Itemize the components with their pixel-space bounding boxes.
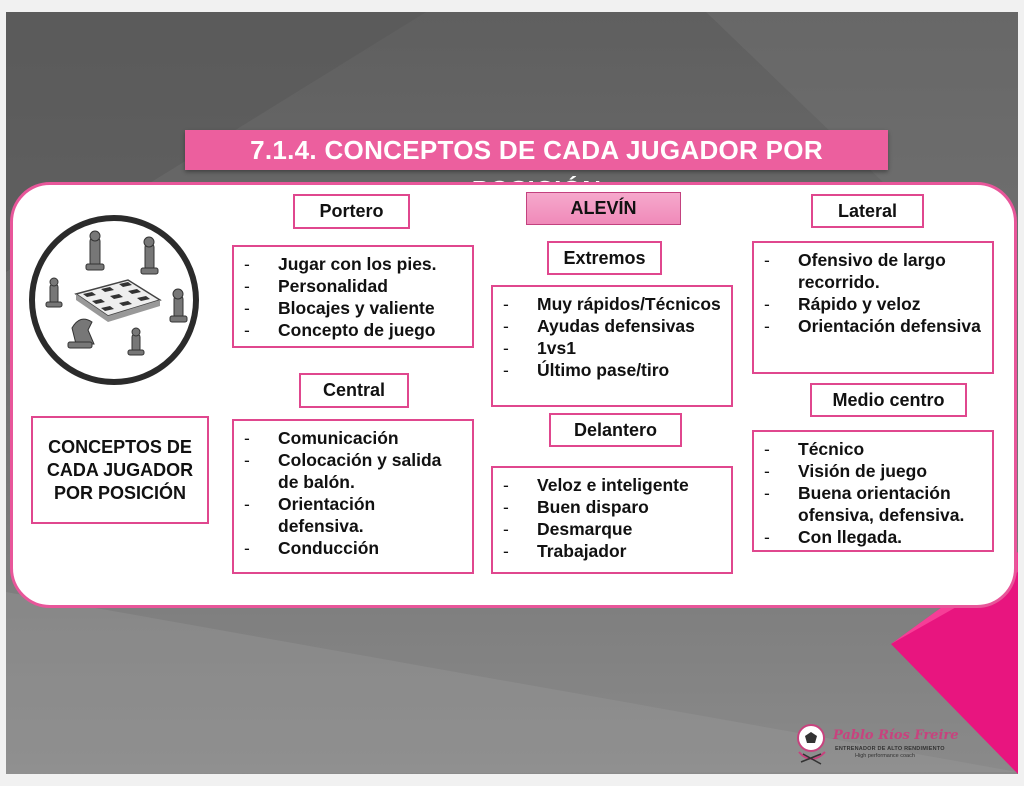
bullet-dash: -	[244, 428, 250, 448]
list-item-text: Último pase/tiro	[537, 360, 670, 380]
concepts-label-box: CONCEPTOS DE CADA JUGADOR POR POSICIÓN	[31, 416, 209, 524]
list-item-text: Concepto de juego	[278, 320, 436, 340]
bullet-dash: -	[244, 298, 250, 318]
list-item-text: Visión de juego	[798, 461, 928, 481]
list-item	[762, 293, 984, 315]
bullet-dash: -	[503, 541, 509, 561]
list-item	[762, 438, 984, 460]
bullet-dash: -	[244, 320, 250, 340]
delantero-title: Delantero	[549, 413, 682, 447]
list-item	[501, 496, 723, 518]
list-item	[762, 249, 984, 293]
list-item-text: Buen disparo	[537, 497, 649, 517]
list-item-text: Comunicación	[278, 428, 399, 448]
list-item	[242, 427, 464, 449]
extremos-title: Extremos	[547, 241, 662, 275]
list-item	[242, 319, 464, 341]
list-item-text: Rápido y veloz	[798, 294, 921, 314]
bullet-dash: -	[244, 450, 250, 470]
list-item-text: Ayudas defensivas	[537, 316, 695, 336]
list-item-text: Desmarque	[537, 519, 633, 539]
list-item-text: Conducción	[278, 538, 380, 558]
bullet-dash: -	[503, 519, 509, 539]
central-title: Central	[299, 373, 409, 408]
list-item	[762, 482, 984, 526]
bullet-dash: -	[764, 461, 770, 481]
list-item-text: 1vs1	[537, 338, 576, 358]
logo-name: Pablo Ríos Freire	[833, 728, 959, 743]
list-item-text: Blocajes y valiente	[278, 298, 435, 318]
portero-title: Portero	[293, 194, 410, 229]
bullet-dash: -	[764, 294, 770, 314]
bullet-dash: -	[503, 338, 509, 358]
slide	[6, 12, 1018, 774]
list-item	[762, 315, 984, 337]
chess-board-icon	[28, 214, 200, 386]
list-item	[762, 460, 984, 482]
author-logo	[793, 718, 983, 770]
list-item-text: Con llegada.	[798, 527, 903, 547]
delantero-list	[491, 466, 733, 574]
list-item-text: Muy rápidos/Técnicos	[537, 294, 721, 314]
list-item-text: Colocación y salida de balón.	[278, 450, 442, 492]
medio-centro-list	[752, 430, 994, 552]
lateral-list	[752, 241, 994, 374]
bullet-dash: -	[503, 497, 509, 517]
bullet-dash: -	[503, 316, 509, 336]
logo-tagline: High performance coach	[855, 753, 915, 759]
list-item	[501, 518, 723, 540]
list-item-text: Trabajador	[537, 541, 627, 561]
list-item	[242, 493, 464, 537]
list-item	[242, 297, 464, 319]
bullet-dash: -	[764, 439, 770, 459]
bullet-dash: -	[764, 316, 770, 336]
list-item-text: Orientación defensiva.	[278, 494, 376, 536]
list-item-text: Veloz e inteligente	[537, 475, 689, 495]
bullet-dash: -	[764, 527, 770, 547]
list-item	[501, 474, 723, 496]
list-item	[762, 526, 984, 548]
list-item-text: Técnico	[798, 439, 865, 459]
extremos-list	[491, 285, 733, 407]
bullet-dash: -	[503, 294, 509, 314]
bullet-dash: -	[244, 538, 250, 558]
list-item	[501, 315, 723, 337]
logo-subtitle: ENTRENADOR DE ALTO RENDIMIENTO	[835, 746, 945, 752]
bullet-dash: -	[764, 250, 770, 270]
bullet-dash: -	[503, 475, 509, 495]
portero-list	[232, 245, 474, 348]
list-item-text: Buena orientación ofensiva, defensiva.	[798, 483, 965, 525]
central-list	[232, 419, 474, 574]
page-title: 7.1.4. CONCEPTOS DE CADA JUGADOR POR	[185, 130, 888, 170]
list-item	[501, 359, 723, 381]
category-badge: ALEVÍN	[526, 192, 681, 225]
bullet-dash: -	[764, 483, 770, 503]
list-item-text: Personalidad	[278, 276, 388, 296]
list-item	[242, 253, 464, 275]
list-item	[501, 337, 723, 359]
lateral-title: Lateral	[811, 194, 924, 228]
list-item	[242, 275, 464, 297]
list-item-text: Ofensivo de largo recorrido.	[798, 250, 946, 292]
medio-centro-title: Medio centro	[810, 383, 967, 417]
list-item-text: Jugar con los pies.	[278, 254, 437, 274]
list-item	[242, 537, 464, 559]
bullet-dash: -	[503, 360, 509, 380]
list-item	[501, 540, 723, 562]
bullet-dash: -	[244, 276, 250, 296]
bullet-dash: -	[244, 494, 250, 514]
list-item	[501, 293, 723, 315]
list-item-text: Orientación defensiva	[798, 316, 981, 336]
bullet-dash: -	[244, 254, 250, 274]
soccer-ball-logo-icon	[793, 722, 833, 766]
list-item	[242, 449, 464, 493]
